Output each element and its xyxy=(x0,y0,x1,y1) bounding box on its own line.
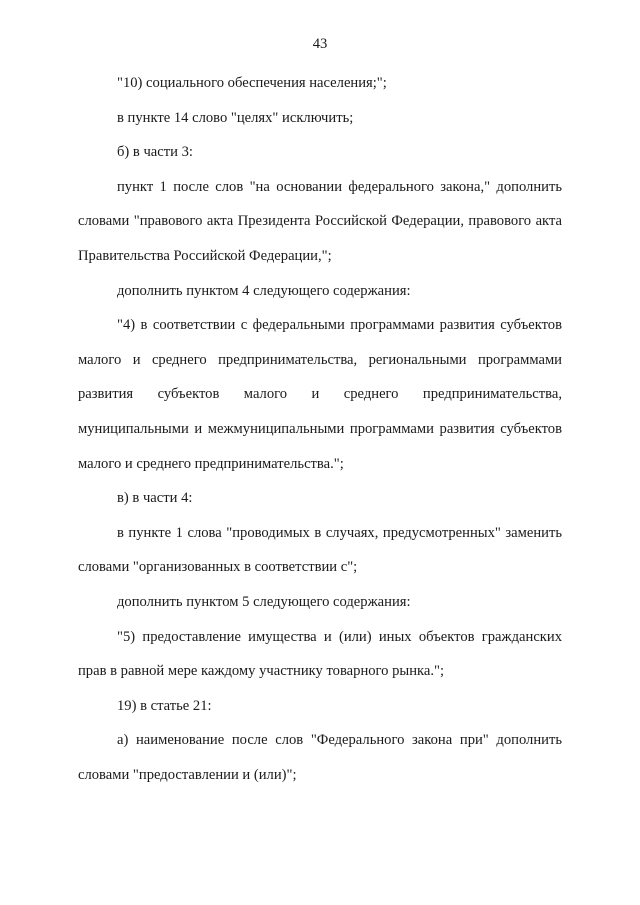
paragraph-point-1-amendment: пункт 1 после слов "на основании федерального закона," дополнить словами "правового акта Президента Российской Федерации, правового акта Правительства Российской Федерации,"; xyxy=(78,178,562,264)
paragraph-title-amendment: а) наименование после слов "Федерального закона при" дополнить словами "предоставлении и (или)"; xyxy=(78,732,562,783)
paragraph-add-point-4: дополнить пунктом 4 следующего содержания: xyxy=(117,282,411,299)
paragraph-point-5-text: "5) предоставление имущества и (или) иных объектов гражданских прав в равной мере каждому участнику товарного рынка."; xyxy=(78,628,562,680)
paragraph-part-3: б) в части 3: xyxy=(117,144,193,161)
paragraph-part-4: в) в части 4: xyxy=(117,490,193,507)
paragraph-article-21: 19) в статье 21: xyxy=(117,697,212,714)
paragraph-point-4-text: "4) в соответствии с федеральными программами развития субъектов малого и среднего предпринимательства, региональными программами развития субъектов малого и среднего предпринимательства, муниципальными и межмуниципальными программами развития субъектов малого и среднего предпринимательства."; xyxy=(78,317,562,472)
page-number: 43 xyxy=(312,36,328,52)
paragraph-item-10: "10) социального обеспечения населения;"; xyxy=(117,75,387,91)
paragraph-point-14: в пункте 14 слово "целях" исключить; xyxy=(117,109,354,126)
document-body xyxy=(78,66,562,792)
paragraph-add-point-5: дополнить пунктом 5 следующего содержания: xyxy=(117,593,411,610)
paragraph-point-1-replace: в пункте 1 слова "проводимых в случаях, предусмотренных" заменить словами "организованных в соответствии с"; xyxy=(78,524,562,576)
